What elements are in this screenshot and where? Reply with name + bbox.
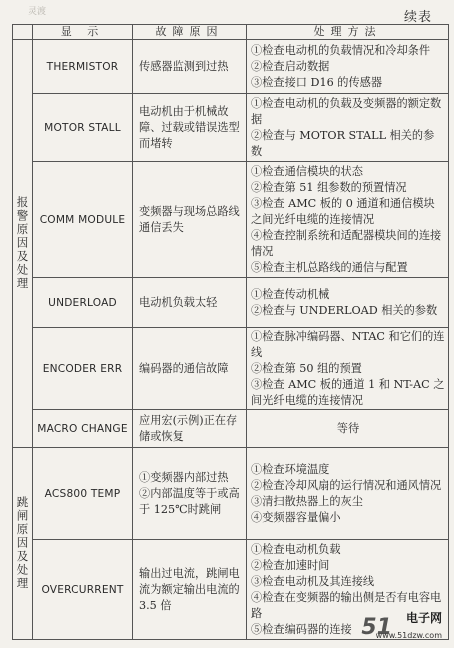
fault-cause: ①变频器内部过热 ②内部温度等于或高于 125℃时跳闸	[133, 448, 247, 540]
category-alarm: 报警原因及处理	[13, 40, 33, 448]
method-line: ⑤检查主机总路线的通信与配置	[251, 260, 408, 274]
fault-cause: 应用宏(示例)正在存储或恢复	[133, 410, 247, 448]
display-code: THERMISTOR	[33, 40, 133, 94]
display-code: MOTOR STALL	[33, 94, 133, 162]
method-line: 等待	[336, 421, 360, 435]
fault-method	[247, 328, 449, 410]
corner-mark: 灵渡	[28, 7, 47, 17]
display-code: COMM MODULE	[33, 162, 133, 278]
fault-method	[247, 448, 449, 540]
table-row	[13, 94, 449, 162]
method-line: ②检查加速时间	[251, 558, 330, 572]
table-row	[13, 448, 449, 540]
method-line: ③检查 AMC 板的通道 1 和 NT-AC 之间光纤电缆的连接情况	[251, 377, 445, 407]
method-line: ②检查冷却风扇的运行情况和通风情况	[251, 478, 442, 492]
category-trip: 跳闸原因及处理	[13, 448, 33, 640]
method-line: ②检查第 51 组参数的预置情况	[251, 180, 407, 194]
fault-method	[247, 410, 449, 448]
header-cause: 故障原因	[133, 25, 247, 40]
display-code: ENCODER ERR	[33, 328, 133, 410]
method-line: ①检查通信模块的状态	[251, 164, 363, 178]
watermark-url: www.51dzw.com	[375, 631, 442, 640]
method-line: ②检查第 50 组的预置	[251, 361, 362, 375]
watermark-mark: 51	[361, 615, 392, 640]
display-code: OVERCURRENT	[33, 540, 133, 640]
method-line: ②检查启动数据	[251, 59, 330, 73]
method-line: ①检查电动机的负载情况和冷却条件	[251, 43, 431, 57]
method-line: ⑤检查编码器的连接	[251, 622, 352, 636]
fault-cause: 编码器的通信故障	[133, 328, 247, 410]
fault-method	[247, 162, 449, 278]
display-code: MACRO CHANGE	[33, 410, 133, 448]
method-line: ①检查脉冲编码器、NTAC 和它们的连线	[251, 329, 445, 359]
method-line: ③检查接口 D16 的传感器	[251, 75, 383, 89]
table-row	[13, 410, 449, 448]
method-line: ①检查环境温度	[251, 462, 330, 476]
fault-cause: 输出过电流，跳闸电流为额定输出电流的 3.5 倍	[133, 540, 247, 640]
method-line: ①检查电动机的负载及变频器的额定数据	[251, 96, 442, 126]
header-blank	[13, 25, 33, 40]
table-row	[13, 162, 449, 278]
fault-method	[247, 40, 449, 94]
method-line: ④变频器容量偏小	[251, 510, 341, 524]
method-line: ③检查 AMC 板的 0 通道和通信模块之间光纤电缆的连接情况	[251, 196, 435, 226]
fault-cause: 变频器与现场总路线通信丢失	[133, 162, 247, 278]
header-method: 处理方法	[247, 25, 449, 40]
table-row	[13, 40, 449, 94]
method-line: ④检查在变频器的输出侧是否有电容电路	[251, 590, 442, 620]
display-code: ACS800 TEMP	[33, 448, 133, 540]
method-line: ①检查电动机负载	[251, 542, 341, 556]
watermark-brand: 电子网	[405, 611, 442, 625]
method-line: ③检查电动机及其连接线	[251, 574, 375, 588]
header-display: 显 示	[33, 25, 133, 40]
fault-cause: 传感器监测到过热	[133, 40, 247, 94]
fault-cause: 电动机由于机械故障、过载或错误选型而堵转	[133, 94, 247, 162]
display-code: UNDERLOAD	[33, 278, 133, 328]
table-row	[13, 328, 449, 410]
table-row	[13, 278, 449, 328]
method-line: ②检查与 MOTOR STALL 相关的参数	[251, 128, 435, 158]
method-line: ④检查控制系统和适配器模块间的连接情况	[251, 228, 442, 258]
fault-method	[247, 278, 449, 328]
fault-table	[12, 24, 449, 640]
method-line: ③清扫散热器上的灰尘	[251, 494, 363, 508]
fault-method	[247, 94, 449, 162]
table-header-row	[13, 25, 449, 40]
method-line: ①检查传动机械	[251, 287, 330, 301]
fault-cause: 电动机负载太轻	[133, 278, 247, 328]
continued-label: 续表	[403, 10, 432, 25]
method-line: ②检查与 UNDERLOAD 相关的参数	[251, 303, 438, 317]
